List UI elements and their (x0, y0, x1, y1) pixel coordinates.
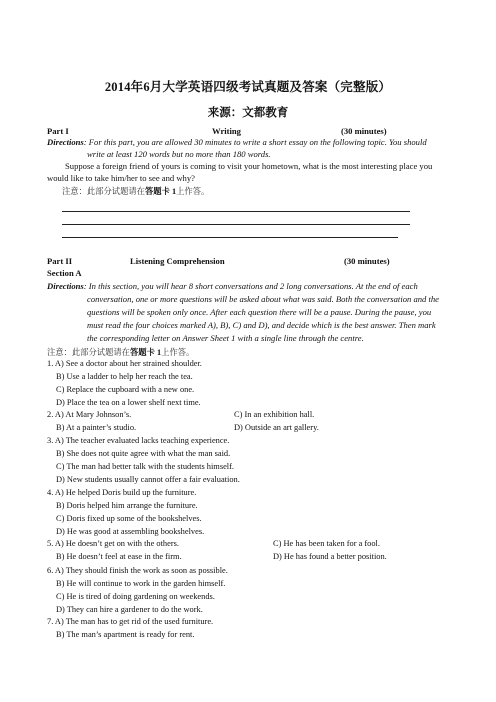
directions-label: Directions (47, 281, 84, 291)
writing-prompt-line2: would like to take him/her to see and why? (47, 173, 195, 183)
note-bold: 答题卡 1 (129, 348, 162, 357)
q6-option-c: C) He is tired of doing gardening on weekends. (56, 592, 215, 601)
q6-option-b: B) He will continue to work in the garden himself. (56, 579, 226, 588)
section-a-label: Section A (47, 268, 82, 278)
directions-text: : In this section, you will hear 8 short conversations and 2 long conversations. At the end of each (83, 281, 418, 291)
part2-label: Part II (47, 256, 73, 266)
part2-directions-line: conversation, one or more questions will be asked about what was said. Both the conversation and the (87, 294, 439, 304)
writing-line (62, 224, 410, 225)
q3-option-a: 3. A) The teacher evaluated lacks teaching experience. (47, 436, 230, 445)
q4-option-a: 4. A) He helped Doris build up the furniture. (47, 488, 197, 497)
part2-directions-line: questions will be spoken only once. After each question there will be a pause. During the pause, you (87, 307, 432, 317)
q3-option-c: C) The man had better talk with the students himself. (56, 462, 235, 471)
q1-option-a: 1. A) See a doctor about her strained shoulder. (47, 359, 202, 368)
q4-option-d: D) He was good at assembling bookshelves. (56, 527, 205, 536)
directions-text: : For this part, you are allowed 30 minutes to write a short essay on the following topic. You should (83, 137, 427, 147)
q7-option-a: 7. A) The man has to get rid of the used furniture. (47, 617, 214, 626)
q5-option-c: C) He has been taken for a fool. (273, 539, 380, 548)
part1-name: Writing (212, 126, 241, 136)
page-title: 2014年6月大学英语四级考试真题及答案（完整版） (104, 80, 392, 94)
q4-option-b: B) Doris helped him arrange the furniture. (56, 501, 198, 510)
q5-option-d: D) He has found a better position. (273, 552, 387, 561)
q4-option-c: C) Doris fixed up some of the bookshelves. (56, 514, 202, 523)
part1-directions (47, 137, 449, 148)
part2-directions-line: the corresponding letter on Answer Sheet 1 with a single line through the centre. (87, 333, 364, 343)
source-line: 来源：文都教育 (207, 107, 289, 119)
q2-option-d: D) Outside an art gallery. (234, 423, 319, 432)
writing-prompt-line1: Suppose a foreign friend of yours is coming to visit your hometown, what is the most interesting place you (65, 161, 433, 171)
part2-name: Listening Comprehension (130, 256, 225, 266)
part1-label: Part I (47, 126, 69, 136)
part2-directions (47, 281, 418, 292)
directions-label: Directions (47, 137, 84, 147)
note-pre: 注意：此部分试题请在 (62, 187, 145, 196)
note-bold: 答题卡 1 (144, 187, 177, 196)
part1-time: (30 minutes) (341, 126, 387, 136)
part1-directions-cont: write at least 120 words but no more than 180 words. (87, 149, 271, 159)
note-post: 上作答。 (161, 348, 195, 357)
q1-option-b: B) Use a ladder to help her reach the tea. (56, 372, 193, 381)
answer-sheet-note (62, 185, 209, 197)
q6-option-d: D) They can hire a gardener to do the work. (56, 605, 203, 614)
q1-option-d: D) Place the tea on a lower shelf next time. (56, 398, 201, 407)
answer-sheet-note-2 (47, 346, 194, 358)
part2-directions-line: must read the four choices marked A), B), C) and D), and decide which is the best answer. Then mark (87, 320, 436, 330)
writing-line (62, 237, 398, 238)
q7-option-b: B) The man’s apartment is ready for rent. (56, 630, 195, 639)
q3-option-b: B) She does not quite agree with what the man said. (56, 449, 231, 458)
q5-option-a: 5. A) He doesn’t get on with the others. (47, 539, 179, 548)
note-post: 上作答。 (176, 187, 210, 196)
q2-option-c: C) In an exhibition hall. (234, 410, 315, 419)
q1-option-c: C) Replace the cupboard with a new one. (56, 385, 195, 394)
writing-line (62, 211, 410, 212)
part2-time: (30 minutes) (344, 256, 390, 266)
q2-option-a: 2. A) At Mary Johnson’s. (47, 410, 132, 419)
q2-option-b: B) At a painter’s studio. (56, 423, 137, 432)
note-pre: 注意：此部分试题请在 (47, 348, 130, 357)
q5-option-b: B) He doesn’t feel at ease in the firm. (56, 552, 182, 561)
q3-option-d: D) New students usually cannot offer a fair evaluation. (56, 475, 240, 484)
q6-option-a: 6. A) They should finish the work as soon as possible. (47, 566, 228, 575)
